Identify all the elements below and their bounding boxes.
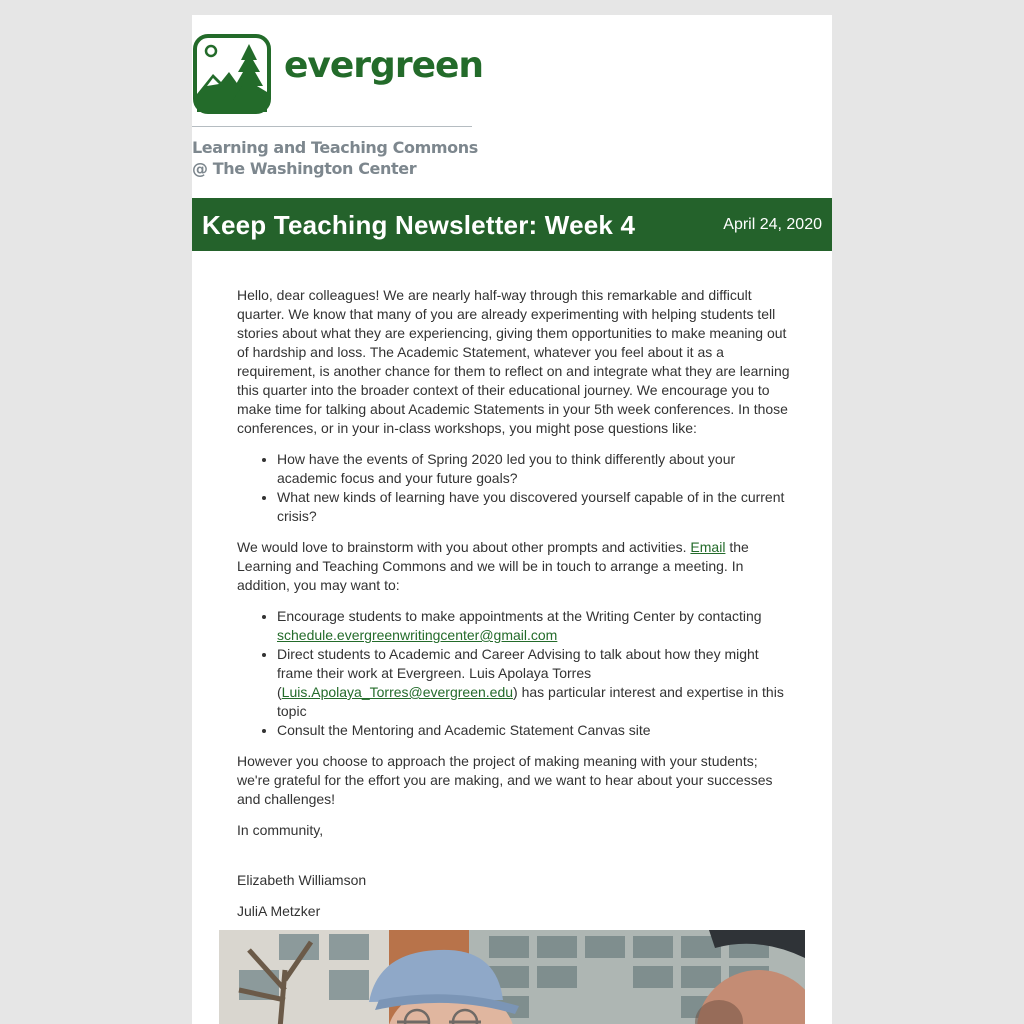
email-link[interactable]: Email bbox=[690, 539, 726, 555]
newsletter-email bbox=[192, 15, 832, 1024]
advising-email-link[interactable]: Luis.Apolaya_Torres@evergreen.edu bbox=[281, 684, 514, 700]
advising-text-after: ) has particular interest and expertise in this topic bbox=[277, 684, 784, 719]
action-item-advising bbox=[277, 645, 792, 721]
newsletter-title: Keep Teaching Newsletter: Week 4 bbox=[202, 210, 636, 240]
logo-subtitle-line1: Learning and Teaching Commons bbox=[192, 138, 478, 157]
evergreen-tree-mountain-icon bbox=[193, 34, 271, 114]
intro-paragraph: Hello, dear colleagues! We are nearly half-way through this remarkable and difficult quarter. We know that many of you are already experimenting with helping students tell stories about what they are experiencing, giving them opportunities to make meaning out of hardship and loss. The Academic Statement, whatever you feel about it as a requirement, is another chance for them to reflect on and integrate what they are learning this quarter into the broader context of their educational journey. We encourage you to make time for talking about Academic Statements in your 5th week conferences. In those conferences, or in your in-class workshops, you might pose questions like: bbox=[237, 287, 790, 436]
newsletter-banner bbox=[192, 198, 832, 251]
signer-name: JuliA Metzker bbox=[237, 903, 321, 919]
evergreen-logo[interactable] bbox=[192, 15, 484, 198]
question-list bbox=[237, 450, 792, 526]
advising-text: Direct students to Academic and Career Advising to talk about how they might frame their work at Evergreen. Luis Apolaya Torres ( bbox=[277, 646, 759, 700]
signoff: In community, bbox=[237, 822, 324, 838]
featured-photo bbox=[219, 930, 805, 1024]
action-list bbox=[237, 607, 792, 740]
signer-name: Elizabeth Williamson bbox=[237, 872, 367, 888]
newsletter-body bbox=[237, 286, 792, 933]
writing-center-text: Encourage students to make appointments at the Writing Center by contacting bbox=[277, 608, 762, 624]
newsletter-date: April 24, 2020 bbox=[723, 216, 822, 233]
writing-center-email-link[interactable]: schedule.evergreenwritingcenter@gmail.com bbox=[277, 627, 558, 643]
logo-subtitle bbox=[192, 137, 478, 179]
closing-paragraph: However you choose to approach the project of making meaning with your students; we're grateful for the effort you are making, and we want to hear about your successes and challenges! bbox=[237, 753, 773, 807]
brainstorm-text-after: the Learning and Teaching Commons and we will be in touch to arrange a meeting. In addition, you may want to: bbox=[237, 539, 749, 593]
action-item-writing-center bbox=[277, 607, 792, 645]
action-item-canvas: • Consult the Mentoring and Academic Statement Canvas site bbox=[277, 721, 792, 740]
question-item: • What new kinds of learning have you discovered yourself capable of in the current crisis? bbox=[277, 488, 792, 526]
question-item: • How have the events of Spring 2020 led you to think differently about your academic focus and your future goals? bbox=[277, 450, 792, 488]
brainstorm-text: We would love to brainstorm with you about other prompts and activities. bbox=[237, 539, 691, 555]
logo-divider bbox=[192, 126, 472, 127]
brainstorm-paragraph bbox=[237, 538, 792, 595]
logo-subtitle-line2: @ The Washington Center bbox=[192, 159, 417, 178]
photo-illustration bbox=[219, 930, 805, 1024]
evergreen-wordmark: evergreen bbox=[284, 45, 484, 86]
